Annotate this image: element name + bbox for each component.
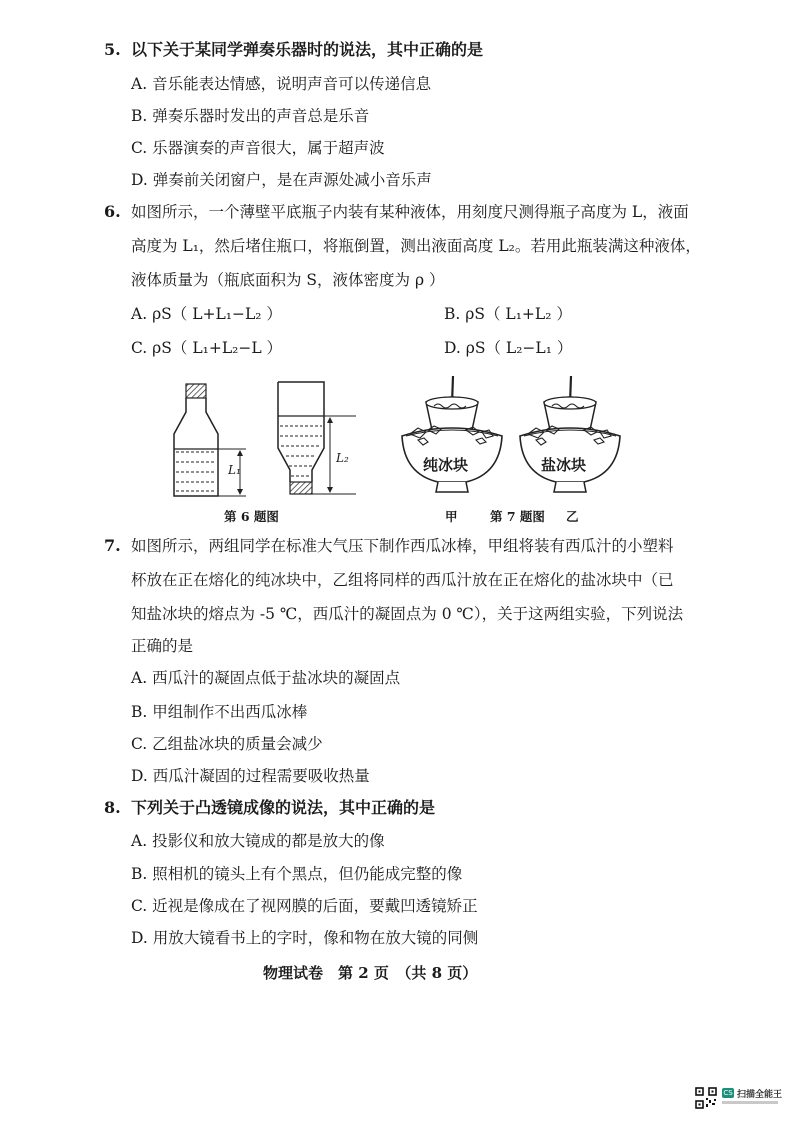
q6-option-a: A. ρS（ L+L₁−L₂ ） bbox=[131, 305, 282, 323]
upright-bottle bbox=[174, 384, 246, 496]
fig7-label-yi: 乙 bbox=[566, 509, 579, 524]
label-l2: L₂ bbox=[336, 451, 349, 465]
camscanner-name: 扫描全能王 bbox=[737, 1090, 783, 1100]
bottle-outline bbox=[174, 398, 218, 496]
qr-code-icon bbox=[695, 1087, 717, 1109]
q6-option-d: D. ρS（ L₂−L₁ ） bbox=[444, 339, 573, 357]
q8-option-b: B. 照相机的镜头上有个黑点，但仍能成完整的像 bbox=[131, 865, 463, 883]
q8-option-a: A. 投影仪和放大镜成的都是放大的像 bbox=[131, 832, 385, 850]
fig7-bowls-diagram bbox=[396, 374, 626, 500]
q6-option-b: B. ρS（ L₁+L₂ ） bbox=[444, 305, 572, 323]
q7-stem-line3: 知盐冰块的熔点为 -5 ℃，西瓜汁的凝固点为 0 ℃），关于这两组实验，下列说法 bbox=[131, 605, 684, 623]
q5-stem: 以下关于某同学弹奏乐器时的说法，其中正确的是 bbox=[131, 40, 484, 59]
q5-option-c: C. 乐器演奏的声音很大，属于超声波 bbox=[131, 139, 385, 157]
bottle-cap bbox=[186, 384, 206, 398]
q5-number: 5. bbox=[104, 40, 121, 59]
q8-option-d: D. 用放大镜看书上的字时，像和物在放大镜的同侧 bbox=[131, 929, 479, 947]
bowl-right-label: 盐冰块 bbox=[541, 456, 587, 474]
q7-stem-line1: 如图所示，两组同学在标准大气压下制作西瓜冰棒，甲组将装有西瓜汁的小塑料 bbox=[131, 537, 674, 555]
q8-option-c: C. 近视是像成在了视网膜的后面，要戴凹透镜矫正 bbox=[131, 897, 478, 915]
q8-stem: 下列关于凸透镜成像的说法，其中正确的是 bbox=[131, 798, 436, 817]
inverted-bottle-cap bbox=[290, 482, 312, 494]
q7-option-d: D. 西瓜汁凝固的过程需要吸收热量 bbox=[131, 767, 370, 785]
q6-number: 6. bbox=[104, 202, 121, 221]
camscanner-logo: CS bbox=[723, 1089, 733, 1097]
fig7-caption: 第 7 题图 bbox=[490, 509, 545, 524]
q6-stem-line1: 如图所示，一个薄壁平底瓶子内装有某种液体，用刻度尺测得瓶子高度为 L，液面 bbox=[131, 203, 689, 221]
fig7-label-jia: 甲 bbox=[445, 509, 458, 524]
page-footer: 物理试卷 第 2 页 （共 8 页） bbox=[263, 964, 478, 982]
liquid-level-lines bbox=[176, 452, 216, 491]
fig6-bottles-diagram bbox=[160, 378, 370, 500]
watermark-subline bbox=[722, 1101, 778, 1104]
label-l1: L₁ bbox=[228, 463, 241, 477]
q7-number: 7. bbox=[104, 536, 121, 555]
q6-option-c: C. ρS（ L₁+L₂−L ） bbox=[131, 339, 283, 357]
q5-option-d: D. 弹奏前关闭窗户，是在声源处减小音乐声 bbox=[131, 171, 432, 189]
q6-stem-line3: 液体质量为（瓶底面积为 S，液体密度为 ρ ） bbox=[131, 271, 445, 289]
q5-option-a: A. 音乐能表达情感，说明声音可以传递信息 bbox=[131, 75, 432, 93]
q7-stem-line2: 杯放在正在熔化的纯冰块中，乙组将同样的西瓜汁放在正在熔化的盐冰块中（已 bbox=[131, 571, 674, 589]
inverted-bottle bbox=[278, 382, 356, 494]
q6-stem-line2: 高度为 L₁，然后堵住瓶口，将瓶倒置，测出液面高度 L₂。若用此瓶装满这种液体， bbox=[131, 237, 701, 255]
fig6-caption: 第 6 题图 bbox=[224, 509, 279, 524]
bowl-left-label: 纯冰块 bbox=[423, 456, 469, 474]
inverted-liquid-lines bbox=[280, 426, 322, 476]
q5-option-b: B. 弹奏乐器时发出的声音总是乐音 bbox=[131, 107, 370, 125]
inverted-bottle-outline bbox=[278, 382, 324, 482]
q7-option-a: A. 西瓜汁的凝固点低于盐冰块的凝固点 bbox=[131, 669, 401, 687]
q7-stem-line4: 正确的是 bbox=[131, 637, 194, 655]
q8-number: 8. bbox=[104, 798, 121, 817]
q7-option-b: B. 甲组制作不出西瓜冰棒 bbox=[131, 703, 308, 721]
q7-option-c: C. 乙组盐冰块的质量会减少 bbox=[131, 735, 323, 753]
